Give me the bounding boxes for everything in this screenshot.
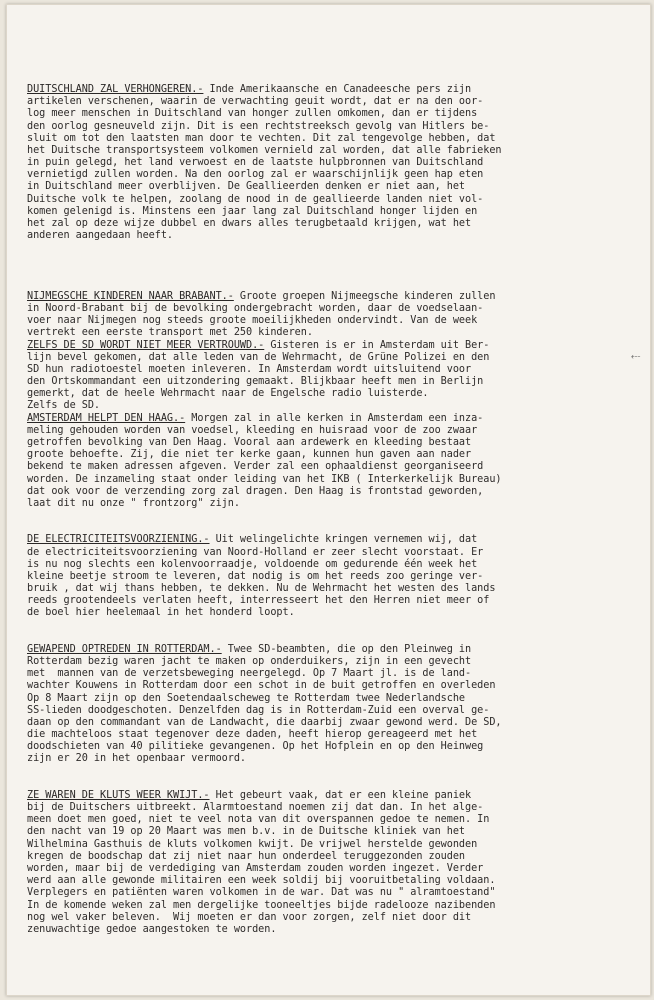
text-line: Duitsche volk te helpen, zoolang de nood in de geallieerde landen niet vol- [27, 193, 484, 205]
text-line: de boel hier heelemaal in het honderd loopt. [27, 607, 295, 619]
text-line: zijn er 20 in het openbaar vermoord. [27, 753, 247, 765]
text-line: wachter Kouwens in Rotterdam door een schot in de buit getroffen en overleden [27, 680, 496, 692]
text-line: Op 8 Maart zijn op den Soetendaalscheweg te Rotterdam twee Nederlandsche [27, 692, 466, 704]
typed-page [6, 4, 651, 996]
text-line: in Duitschland meer overblijven. De Geallieerden denken er niet aan, het [27, 181, 466, 193]
text-line: is nu nog slechts een kolenvoorraadje, voldoende om gedurende één week het [27, 558, 478, 570]
section-heading: GEWAPEND OPTREDEN IN ROTTERDAM.- [27, 643, 222, 655]
text-line: DUITSCHLAND ZAL VERHONGEREN.- Inde Amerikaansche en Canadeesche pers zijn [27, 84, 472, 95]
text-line: doodschieten van 40 pilitieke gevangenen. Op het Hofplein en op den Heinweg [27, 741, 484, 753]
text-line: worden, maar bij de verdediging van Amsterdam zouden worden ingezet. Verder [27, 863, 484, 874]
text-line: den Ortskommandant een uitzondering gemaakt. Blijkbaar heeft men in Berlijn [27, 376, 484, 388]
text-line: komen gelenigd is. Minstens een jaar lang zal Duitschland honger lijden en [27, 205, 478, 217]
text-line: groote behoefte. Zij, die niet ter kerke gaan, kunnen hun gaven aan nader [27, 449, 472, 461]
text-line: ZELFS DE SD WORDT NIET MEER VERTROUWD.- Gisteren is er in Amsterdam uit Ber- [27, 339, 490, 351]
text-line [27, 279, 639, 291]
margin-arrow-mark: ⤎ [631, 352, 641, 362]
text-line: reeds grootendeels verlaten heeft, interresseert het den Herren niet meer of [27, 595, 490, 607]
text-line: zenuwachtige gedoe aangestoken te worden. [27, 923, 277, 935]
text-line [27, 936, 639, 948]
text-line: sluit om tot den laatsten man door te vechten. Dit zal tengevolge hebben, dat [27, 132, 496, 144]
text-line: artikelen verschenen, waarin de verwachting geuit wordt, dat er na den oor- [27, 96, 484, 108]
text-line: in Noord-Brabant bij de bevolking ondergebracht worden, daar de voedselaan- [27, 303, 484, 315]
text-line: ZE WAREN DE KLUTS WEER KWIJT.- Het gebeurt vaak, dat er een kleine paniek [27, 789, 472, 801]
text-line [27, 522, 639, 534]
text-line: vertrekt een eerste transport met 250 kinderen. [27, 327, 313, 339]
text-line: daan op den commandant van de Landwacht, die daarbij zwaar gewond werd. De SD, [27, 716, 502, 728]
text-line: log meer menschen in Duitschland van honger zullen omkomen, dan er tijdens [27, 108, 478, 120]
text-line: getroffen bevolking van Den Haag. Vooral aan ardewerk en kleeding bestaat [27, 436, 472, 448]
section-heading: AMSTERDAM HELPT DEN HAAG.- [27, 412, 186, 424]
text-line: den nacht van 19 op 20 Maart was men b.v. in de Duitsche kliniek van het [27, 826, 466, 838]
text-line: met mannen van de verzetsbeweging neergelegd. Op 7 Maart jl. is de land- [27, 668, 472, 680]
text-line: vernietigd zullen worden. Na den oorlog zal er waarschijnlijk geen hap eten [27, 169, 484, 181]
text-line: DE ELECTRICITEITSVOORZIENING.- Uit welingelichte kringen vernemen wij, dat [27, 534, 478, 546]
text-line: In de komende weken zal men dergelijke tooneeltjes bijde radelooze nazibenden [27, 899, 496, 911]
text-line [27, 267, 639, 279]
text-line: AMSTERDAM HELPT DEN HAAG.- Morgen zal in alle kerken in Amsterdam een inza- [27, 412, 484, 424]
text-line: laat dit nu onze " frontzorg" zijn. [27, 497, 240, 509]
text-line: SS-lieden doodgeschoten. Denzelfden dag is in Rotterdam-Zuid een overval ge- [27, 704, 490, 716]
text-line: GEWAPEND OPTREDEN IN ROTTERDAM.- Twee SD-beambten, die op den Pleinweg in [27, 643, 472, 655]
text-line: Verplegers en patiënten waren volkomen in de war. Dat was nu " alramtoestand" [27, 887, 496, 899]
text-line: Wilhelmina Gasthuis de kluts volkomen kwijt. De vrijwel herstelde gewonden [27, 838, 478, 850]
text-line: bekend te maken adressen afgeven. Verder zal een ophaaldienst georganiseerd [27, 461, 484, 473]
text-line: bruik , dat wij thans hebben, te dekken. Nu de Wehrmacht het westen des lands [27, 583, 496, 595]
text-line [27, 960, 639, 972]
text-line: den oorlog gesneuveld zijn. Dit is een rechtstreeksch gevolg van Hitlers be- [27, 120, 490, 132]
text-line [27, 242, 639, 254]
text-line: meling gehouden worden van voedsel, kleeding en huisraad voor de zoo zwaar [27, 424, 478, 436]
text-line: meen doet men goed, niet te veel nota van dit overspannen gedoe te nemen. In [27, 814, 490, 826]
text-line [27, 620, 639, 632]
text-line: worden. De inzameling staat onder leiding van het IKB ( Interkerkelijk Bureau) [27, 473, 502, 485]
text-line: de electriciteitsvoorziening van Noord-Holland er zeer slecht voorstaat. Er [27, 546, 484, 558]
text-line: anderen aangedaan heeft. [27, 230, 174, 242]
section-heading: DE ELECTRICITEITSVOORZIENING.- [27, 534, 210, 546]
section-heading: ZELFS DE SD WORDT NIET MEER VERTROUWD.- [27, 339, 265, 351]
section-heading: NIJMEGSCHE KINDEREN NAAR BRABANT.- [27, 290, 234, 302]
text-line [27, 632, 639, 644]
text-line: werd aan alle gewonde militairen een week soldij bij vooruitbetaling voldaan. [27, 875, 496, 887]
text-line: die machteloos staat tegenover deze daden, heeft hierop gereageerd met het [27, 729, 478, 741]
text-line: nog wel vaker beleven. Wij moeten er dan voor zorgen, zelf niet door dit [27, 911, 472, 923]
text-line: SD hun radiotoestel moeten inleveren. In Amsterdam wordt uitsluitend voor [27, 363, 472, 375]
text-line: gemerkt, dat de heele Wehrmacht naar de Engelsche radio luisterde. [27, 388, 429, 400]
section-heading: DUITSCHLAND ZAL VERHONGEREN.- [27, 84, 204, 95]
text-line: dat ook voor de verzending zorg zal dragen. Den Haag is frontstad geworden, [27, 485, 484, 497]
text-line: NIJMEGSCHE KINDEREN NAAR BRABANT.- Groote groepen Nijmeegsche kinderen zullen [27, 290, 496, 302]
text-line: kregen de boodschap dat zij niet naar hun onderdeel teruggezonden zouden [27, 850, 466, 862]
text-line: voer naar Nijmegen nog steeds groote moeilijkheden ondervindt. Van de week [27, 315, 478, 327]
typed-text [27, 84, 639, 985]
text-line: Zelfs de SD. [27, 400, 101, 412]
text-line [27, 254, 639, 266]
text-line: lijn bevel gekomen, dat alle leden van de Wehrmacht, de Grüne Polizei en den [27, 351, 490, 363]
text-line: het Duitsche transportsysteem volkomen vernield zal worden, dat alle fabrieken [27, 144, 502, 156]
text-line: Rotterdam bezig waren jacht te maken op onderduikers, zijn in een gevecht [27, 656, 472, 668]
text-line [27, 766, 639, 778]
text-line: bij de Duitschers uitbreekt. Alarmtoestand noemen zij dat dan. In het alge- [27, 802, 484, 814]
text-line [27, 778, 639, 790]
text-line [27, 973, 639, 985]
text-line [27, 948, 639, 960]
text-line: het zal op deze wijze dubbel en dwars alles terugbetaald krijgen, wat het [27, 217, 472, 229]
section-heading: ZE WAREN DE KLUTS WEER KWIJT.- [27, 789, 210, 801]
text-line [27, 510, 639, 522]
text-line: in puin gelegd, het land verwoest en de laatste hulpbronnen van Duitschland [27, 157, 484, 169]
text-line: kleine beetje stroom te leveren, dat nodig is om het reeds zoo geringe ver- [27, 570, 484, 582]
